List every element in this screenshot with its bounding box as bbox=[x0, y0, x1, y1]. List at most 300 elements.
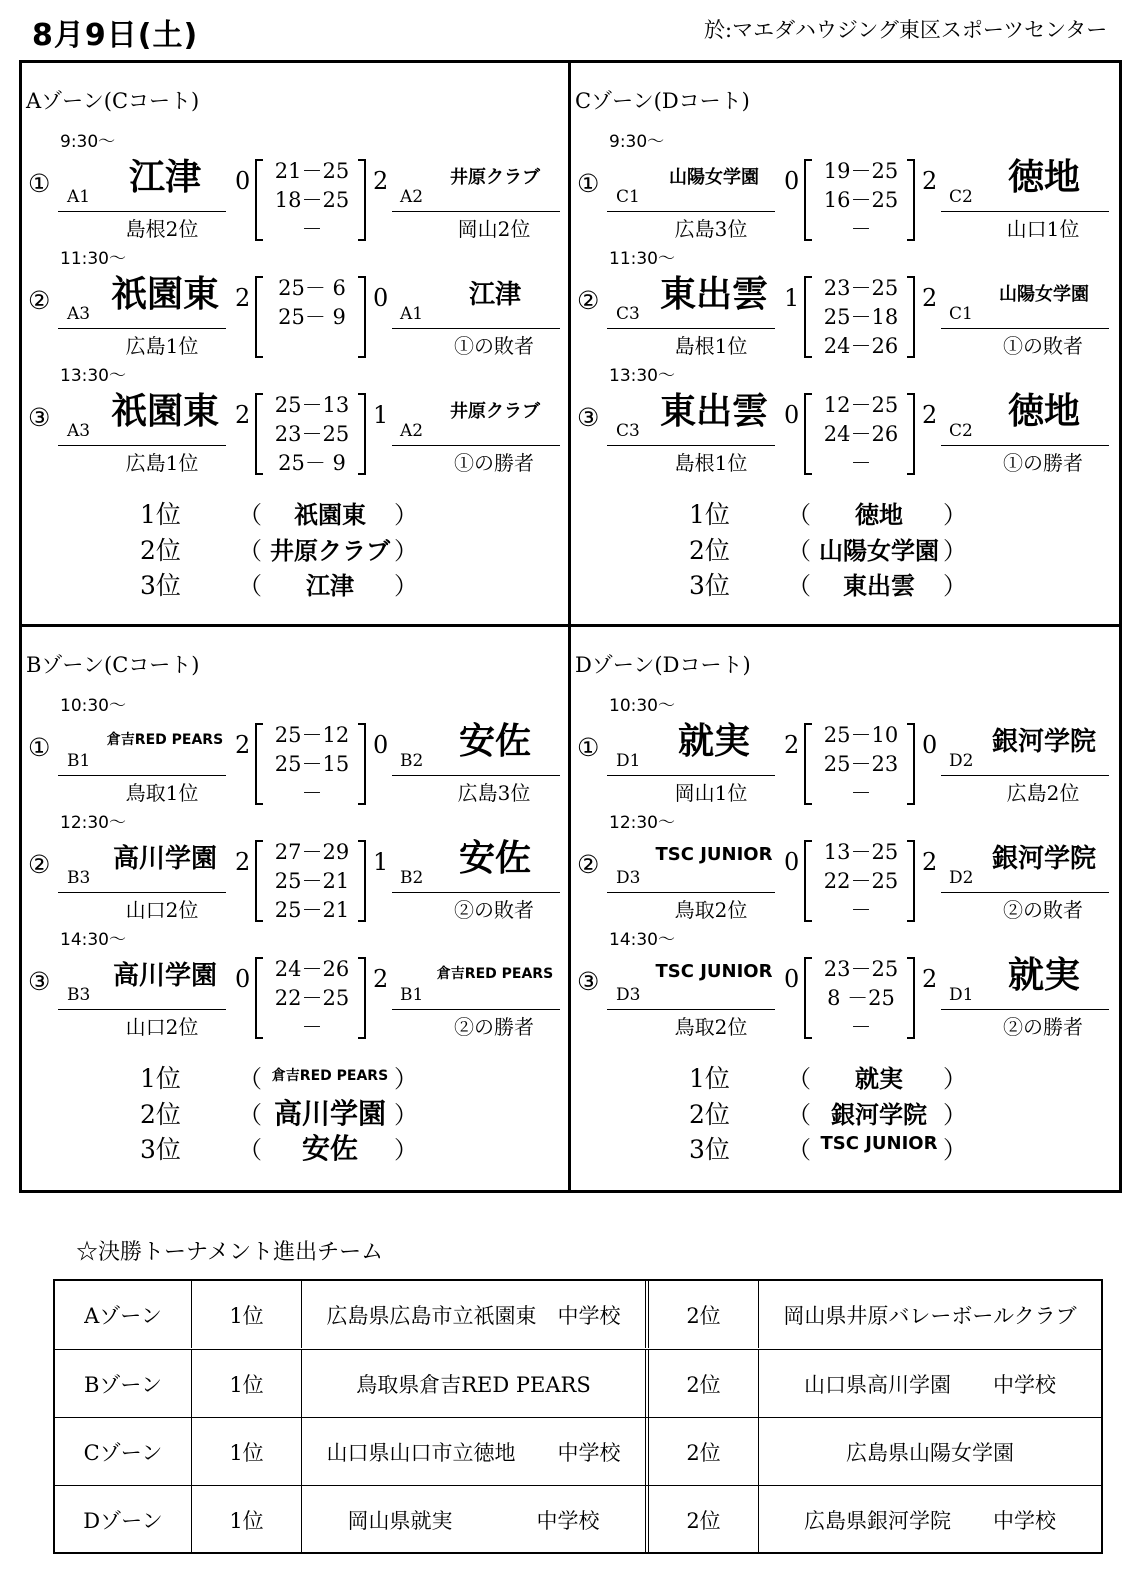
team-underline bbox=[607, 1009, 775, 1010]
set-score: 25－23 bbox=[823, 752, 899, 776]
team-code: D2 bbox=[949, 868, 974, 888]
paren-close: ） bbox=[943, 501, 967, 529]
table-cell: 1位 bbox=[192, 1486, 302, 1553]
team-name: 井原クラブ bbox=[450, 167, 540, 188]
team-name: 銀河学院 bbox=[991, 727, 1096, 757]
team-name: 祇園東 bbox=[110, 274, 219, 315]
team-seed: ①の敗者 bbox=[454, 334, 534, 358]
ranked-team: 井原クラブ bbox=[270, 537, 390, 565]
team-name: 東出雲 bbox=[659, 391, 768, 432]
match-block bbox=[571, 244, 1120, 358]
ranking-row bbox=[571, 495, 1120, 531]
match-time: 9:30～ bbox=[60, 132, 116, 152]
team-name: 徳地 bbox=[1007, 157, 1080, 198]
zone-title: Cゾーン(Dコート) bbox=[575, 89, 750, 113]
match-time: 13:30～ bbox=[60, 366, 126, 386]
team-name: 倉吉RED PEARS bbox=[106, 732, 224, 748]
score-bracket bbox=[804, 723, 812, 805]
paren-open: （ bbox=[787, 572, 811, 600]
zone-title: Aゾーン(Cコート) bbox=[26, 89, 200, 113]
score-bracket bbox=[255, 393, 263, 475]
sets-won: 1 bbox=[373, 848, 389, 876]
paren-close: ） bbox=[394, 1101, 418, 1129]
team-seed: ②の敗者 bbox=[1003, 898, 1083, 922]
set-score: 8 －25 bbox=[827, 986, 895, 1010]
ranked-team: 銀河学院 bbox=[831, 1101, 927, 1129]
score-bracket bbox=[255, 723, 263, 805]
team-seed: ①の敗者 bbox=[1003, 334, 1083, 358]
team-name: 徳地 bbox=[1007, 391, 1080, 432]
ranking-row bbox=[22, 1130, 571, 1166]
team-underline bbox=[392, 775, 560, 776]
match-time: 11:30～ bbox=[609, 249, 675, 269]
team-code: D2 bbox=[949, 751, 974, 771]
table-cell: 広島県山陽女学園 bbox=[846, 1440, 1014, 1465]
match-block bbox=[571, 127, 1120, 241]
set-score: 25－13 bbox=[274, 393, 350, 417]
zone-panel bbox=[571, 63, 1119, 627]
rank-position: 3位 bbox=[140, 571, 181, 600]
paren-close: ） bbox=[394, 501, 418, 529]
match-number: ① bbox=[577, 169, 600, 198]
set-score: 22－25 bbox=[823, 869, 899, 893]
table-row bbox=[55, 1281, 1101, 1348]
ranked-team: 江津 bbox=[306, 572, 354, 600]
score-bracket bbox=[358, 393, 366, 475]
score-bracket bbox=[804, 957, 812, 1039]
table-cell: 岡山県就実 中学校 bbox=[302, 1486, 649, 1553]
team-name: 祇園東 bbox=[110, 391, 219, 432]
team-seed: 広島2位 bbox=[1006, 781, 1080, 805]
team-seed: 岡山2位 bbox=[457, 217, 531, 241]
team-seed: 鳥取2位 bbox=[674, 1015, 748, 1039]
paren-open: （ bbox=[787, 1136, 811, 1164]
paren-close: ） bbox=[943, 572, 967, 600]
table-cell: Cゾーン bbox=[55, 1418, 192, 1485]
team-name: 井原クラブ bbox=[450, 401, 540, 422]
team-name: 安佐 bbox=[458, 721, 531, 762]
score-bracket bbox=[358, 276, 366, 358]
score-bracket bbox=[255, 957, 263, 1039]
match-number: ③ bbox=[28, 403, 51, 432]
page-date: 8月9日(土) bbox=[32, 18, 199, 53]
ranking-row bbox=[571, 531, 1120, 567]
team-code: A3 bbox=[67, 421, 91, 441]
match-block bbox=[22, 361, 571, 475]
team-seed: 広島3位 bbox=[674, 217, 748, 241]
match-number: ② bbox=[577, 850, 600, 879]
ranked-team: 東出雲 bbox=[843, 572, 915, 600]
team-underline bbox=[941, 328, 1109, 329]
team-underline bbox=[607, 892, 775, 893]
team-seed: 広島1位 bbox=[125, 334, 199, 358]
ranked-team: 山陽女学園 bbox=[819, 537, 939, 565]
sets-won: 0 bbox=[235, 965, 251, 993]
team-code: D1 bbox=[616, 751, 641, 771]
team-name: 山陽女学園 bbox=[999, 284, 1089, 305]
sets-won: 0 bbox=[373, 731, 389, 759]
team-code: B1 bbox=[67, 751, 91, 771]
paren-open: （ bbox=[238, 1136, 262, 1164]
team-underline bbox=[607, 445, 775, 446]
team-code: C1 bbox=[949, 304, 973, 324]
team-seed: 鳥取1位 bbox=[125, 781, 199, 805]
team-name: 江津 bbox=[468, 280, 521, 310]
sets-won: 0 bbox=[373, 284, 389, 312]
score-bracket bbox=[804, 840, 812, 922]
team-underline bbox=[941, 445, 1109, 446]
team-name: 東出雲 bbox=[659, 274, 768, 315]
set-score: 16－25 bbox=[823, 188, 899, 212]
team-code: D3 bbox=[616, 868, 641, 888]
team-seed: 広島3位 bbox=[457, 781, 531, 805]
match-time: 11:30～ bbox=[60, 249, 126, 269]
team-code: B3 bbox=[67, 985, 91, 1005]
team-code: C1 bbox=[616, 187, 640, 207]
table-cell: 1位 bbox=[192, 1350, 302, 1417]
sets-won: 2 bbox=[922, 401, 938, 429]
ranked-team: 祇園東 bbox=[294, 501, 366, 529]
team-underline bbox=[392, 1009, 560, 1010]
team-underline bbox=[607, 211, 775, 212]
sets-won: 1 bbox=[373, 401, 389, 429]
paren-close: ） bbox=[943, 1101, 967, 1129]
sets-won: 0 bbox=[784, 167, 800, 195]
score-bracket bbox=[804, 393, 812, 475]
match-time: 12:30～ bbox=[60, 813, 126, 833]
set-score: 25－ 6 bbox=[278, 276, 346, 300]
score-bracket bbox=[907, 159, 915, 241]
team-underline bbox=[392, 445, 560, 446]
ranked-team: 安佐 bbox=[301, 1132, 358, 1165]
sets-won: 2 bbox=[235, 284, 251, 312]
team-underline bbox=[941, 1009, 1109, 1010]
venue-label: 於:マエダハウジング東区スポーツセンター bbox=[704, 18, 1108, 42]
table-cell: 2位 bbox=[649, 1281, 759, 1348]
match-number: ③ bbox=[28, 967, 51, 996]
team-underline bbox=[392, 328, 560, 329]
match-number: ① bbox=[28, 169, 51, 198]
team-underline bbox=[941, 892, 1109, 893]
rank-position: 1位 bbox=[140, 500, 181, 529]
team-underline bbox=[941, 211, 1109, 212]
zone-panel bbox=[571, 627, 1119, 1191]
team-seed: 山口2位 bbox=[125, 1015, 199, 1039]
team-code: C3 bbox=[616, 421, 640, 441]
score-bracket bbox=[358, 957, 366, 1039]
paren-close: ） bbox=[394, 1136, 418, 1164]
team-name: TSC JUNIOR bbox=[655, 844, 773, 865]
ranking-row bbox=[22, 1095, 571, 1131]
paren-open: （ bbox=[787, 537, 811, 565]
team-underline bbox=[607, 775, 775, 776]
set-score: 25－12 bbox=[274, 723, 350, 747]
team-underline bbox=[58, 1009, 226, 1010]
paren-open: （ bbox=[238, 1101, 262, 1129]
score-bracket bbox=[804, 276, 812, 358]
match-number: ① bbox=[577, 733, 600, 762]
team-name: 高川学園 bbox=[112, 961, 217, 991]
sets-won: 2 bbox=[922, 965, 938, 993]
paren-close: ） bbox=[943, 1065, 967, 1093]
ranking-row bbox=[571, 1130, 1120, 1166]
ranked-team: 倉吉RED PEARS bbox=[271, 1068, 389, 1084]
ranked-team: TSC JUNIOR bbox=[820, 1133, 938, 1154]
set-score: 25－18 bbox=[823, 305, 899, 329]
score-bracket bbox=[907, 840, 915, 922]
match-number: ② bbox=[28, 286, 51, 315]
match-block bbox=[571, 691, 1120, 805]
set-score: 25－10 bbox=[823, 723, 899, 747]
set-score: 13－25 bbox=[823, 840, 899, 864]
set-score: 24－26 bbox=[274, 957, 350, 981]
match-time: 9:30～ bbox=[609, 132, 665, 152]
rank-position: 1位 bbox=[689, 500, 730, 529]
set-score: 23－25 bbox=[274, 422, 350, 446]
set-score: － bbox=[301, 217, 323, 241]
team-seed: ②の勝者 bbox=[1003, 1015, 1083, 1039]
team-seed: 鳥取2位 bbox=[674, 898, 748, 922]
score-bracket bbox=[255, 276, 263, 358]
set-score: － bbox=[850, 451, 872, 475]
team-underline bbox=[58, 328, 226, 329]
team-underline bbox=[941, 775, 1109, 776]
advancing-title: ☆決勝トーナメント進出チーム bbox=[76, 1240, 384, 1265]
match-block bbox=[22, 691, 571, 805]
ranking-row bbox=[571, 566, 1120, 602]
team-code: B1 bbox=[400, 985, 424, 1005]
sets-won: 2 bbox=[922, 284, 938, 312]
set-score: － bbox=[301, 781, 323, 805]
table-cell: 2位 bbox=[649, 1350, 759, 1417]
sets-won: 2 bbox=[235, 401, 251, 429]
team-name: 山陽女学園 bbox=[669, 167, 759, 188]
sets-won: 2 bbox=[235, 731, 251, 759]
sets-won: 2 bbox=[235, 848, 251, 876]
sets-won: 2 bbox=[922, 167, 938, 195]
rank-position: 3位 bbox=[689, 1135, 730, 1164]
table-cell: Aゾーン bbox=[55, 1281, 192, 1348]
sets-won: 0 bbox=[784, 401, 800, 429]
paren-open: （ bbox=[238, 572, 262, 600]
team-code: A1 bbox=[400, 304, 424, 324]
zone-title: Bゾーン(Cコート) bbox=[26, 653, 200, 677]
table-cell: Bゾーン bbox=[55, 1350, 192, 1417]
table-cell: 山口県高川学園 中学校 bbox=[804, 1372, 1056, 1397]
score-bracket bbox=[255, 840, 263, 922]
zone-panel bbox=[22, 63, 571, 627]
set-score: 24－26 bbox=[823, 422, 899, 446]
paren-close: ） bbox=[394, 572, 418, 600]
match-block bbox=[22, 244, 571, 358]
sets-won: 2 bbox=[373, 965, 389, 993]
team-code: A1 bbox=[67, 187, 91, 207]
ranking-row bbox=[571, 1059, 1120, 1095]
team-code: B2 bbox=[400, 868, 424, 888]
team-name: 銀河学院 bbox=[991, 844, 1096, 874]
match-block bbox=[22, 127, 571, 241]
set-score: 21－25 bbox=[274, 159, 350, 183]
rank-position: 2位 bbox=[140, 536, 181, 565]
team-name: 就実 bbox=[677, 721, 750, 762]
zone-grid bbox=[19, 60, 1122, 1193]
table-cell: 広島県広島市立祇園東 中学校 bbox=[302, 1281, 649, 1348]
table-cell: 1位 bbox=[192, 1281, 302, 1348]
match-number: ② bbox=[28, 850, 51, 879]
team-name: TSC JUNIOR bbox=[655, 961, 773, 982]
team-seed: ②の勝者 bbox=[454, 1015, 534, 1039]
table-cell: 山口県山口市立徳地 中学校 bbox=[302, 1418, 649, 1485]
score-bracket bbox=[907, 957, 915, 1039]
team-code: D3 bbox=[616, 985, 641, 1005]
team-name: 高川学園 bbox=[112, 844, 217, 874]
team-code: C3 bbox=[616, 304, 640, 324]
team-seed: ②の敗者 bbox=[454, 898, 534, 922]
sets-won: 1 bbox=[784, 284, 800, 312]
team-underline bbox=[58, 892, 226, 893]
table-row bbox=[55, 1349, 1101, 1417]
paren-close: ） bbox=[943, 1136, 967, 1164]
table-cell: 広島県銀河学院 中学校 bbox=[804, 1508, 1056, 1533]
match-block bbox=[22, 925, 571, 1039]
set-score: 22－25 bbox=[274, 986, 350, 1010]
team-code: B3 bbox=[67, 868, 91, 888]
score-bracket bbox=[804, 159, 812, 241]
team-seed: 広島1位 bbox=[125, 451, 199, 475]
table-cell: 岡山県井原バレーボールクラブ bbox=[783, 1303, 1077, 1328]
paren-close: ） bbox=[943, 537, 967, 565]
team-code: A3 bbox=[67, 304, 91, 324]
set-score: － bbox=[850, 898, 872, 922]
sets-won: 0 bbox=[784, 848, 800, 876]
set-score: 24－26 bbox=[823, 334, 899, 358]
paren-open: （ bbox=[787, 501, 811, 529]
team-code: D1 bbox=[949, 985, 974, 1005]
team-seed: ①の勝者 bbox=[454, 451, 534, 475]
match-time: 10:30～ bbox=[609, 696, 675, 716]
match-time: 14:30～ bbox=[609, 930, 675, 950]
paren-open: （ bbox=[238, 537, 262, 565]
match-number: ② bbox=[577, 286, 600, 315]
paren-open: （ bbox=[787, 1065, 811, 1093]
score-bracket bbox=[907, 393, 915, 475]
team-name: 江津 bbox=[128, 157, 201, 198]
ranking-row bbox=[22, 531, 571, 567]
team-underline bbox=[392, 892, 560, 893]
paren-open: （ bbox=[238, 1065, 262, 1093]
sets-won: 2 bbox=[373, 167, 389, 195]
rank-position: 3位 bbox=[140, 1135, 181, 1164]
match-number: ① bbox=[28, 733, 51, 762]
team-code: B2 bbox=[400, 751, 424, 771]
set-score: － bbox=[301, 1015, 323, 1039]
table-cell: 2位 bbox=[649, 1418, 759, 1485]
sets-won: 0 bbox=[922, 731, 938, 759]
team-name: 安佐 bbox=[458, 838, 531, 879]
match-block bbox=[22, 808, 571, 922]
table-cell: 1位 bbox=[192, 1418, 302, 1485]
match-block bbox=[571, 808, 1120, 922]
rank-position: 3位 bbox=[689, 571, 730, 600]
advancing-table bbox=[53, 1279, 1103, 1554]
match-time: 13:30～ bbox=[609, 366, 675, 386]
ranked-team: 高川学園 bbox=[273, 1097, 386, 1130]
set-score: 19－25 bbox=[823, 159, 899, 183]
set-score: 25－21 bbox=[274, 898, 350, 922]
score-bracket bbox=[358, 723, 366, 805]
team-underline bbox=[392, 211, 560, 212]
set-score: 12－25 bbox=[823, 393, 899, 417]
team-seed: 島根1位 bbox=[674, 451, 748, 475]
team-seed: 岡山1位 bbox=[674, 781, 748, 805]
match-number: ③ bbox=[577, 967, 600, 996]
team-underline bbox=[58, 775, 226, 776]
paren-close: ） bbox=[394, 1065, 418, 1093]
team-seed: ①の勝者 bbox=[1003, 451, 1083, 475]
match-block bbox=[571, 361, 1120, 475]
table-cell: 2位 bbox=[649, 1486, 759, 1553]
paren-open: （ bbox=[787, 1101, 811, 1129]
match-number: ③ bbox=[577, 403, 600, 432]
ranked-team: 就実 bbox=[855, 1065, 903, 1093]
set-score: 27－29 bbox=[274, 840, 350, 864]
rank-position: 2位 bbox=[140, 1100, 181, 1129]
match-block bbox=[571, 925, 1120, 1039]
team-underline bbox=[607, 328, 775, 329]
set-score: － bbox=[850, 217, 872, 241]
ranking-row bbox=[22, 1059, 571, 1095]
rank-position: 2位 bbox=[689, 1100, 730, 1129]
set-score: 25－ 9 bbox=[278, 451, 346, 475]
score-bracket bbox=[255, 159, 263, 241]
ranking-row bbox=[571, 1095, 1120, 1131]
rank-position: 1位 bbox=[140, 1064, 181, 1093]
sets-won: 0 bbox=[235, 167, 251, 195]
ranking-row bbox=[22, 495, 571, 531]
table-row bbox=[55, 1485, 1101, 1553]
paren-open: （ bbox=[238, 501, 262, 529]
sets-won: 2 bbox=[784, 731, 800, 759]
team-underline bbox=[58, 211, 226, 212]
sets-won: 2 bbox=[922, 848, 938, 876]
score-bracket bbox=[358, 840, 366, 922]
team-code: C2 bbox=[949, 187, 973, 207]
rank-position: 1位 bbox=[689, 1064, 730, 1093]
ranking-row bbox=[22, 566, 571, 602]
score-bracket bbox=[907, 723, 915, 805]
zone-title: Dゾーン(Dコート) bbox=[575, 653, 751, 677]
zone-panel bbox=[22, 627, 571, 1191]
set-score: 25－21 bbox=[274, 869, 350, 893]
ranked-team: 徳地 bbox=[855, 501, 903, 529]
team-seed: 島根2位 bbox=[125, 217, 199, 241]
team-code: A2 bbox=[400, 187, 424, 207]
set-score: 23－25 bbox=[823, 276, 899, 300]
match-time: 14:30～ bbox=[60, 930, 126, 950]
team-seed: 島根1位 bbox=[674, 334, 748, 358]
team-seed: 山口1位 bbox=[1006, 217, 1080, 241]
sets-won: 0 bbox=[784, 965, 800, 993]
team-name: 就実 bbox=[1007, 955, 1080, 996]
rank-position: 2位 bbox=[689, 536, 730, 565]
set-score: － bbox=[850, 1015, 872, 1039]
set-score: － bbox=[850, 781, 872, 805]
team-seed: 山口2位 bbox=[125, 898, 199, 922]
set-score: 25－ 9 bbox=[278, 305, 346, 329]
table-cell: 鳥取県倉吉RED PEARS bbox=[302, 1350, 649, 1417]
table-cell: Dゾーン bbox=[55, 1486, 192, 1553]
team-name: 倉吉RED PEARS bbox=[436, 966, 554, 982]
